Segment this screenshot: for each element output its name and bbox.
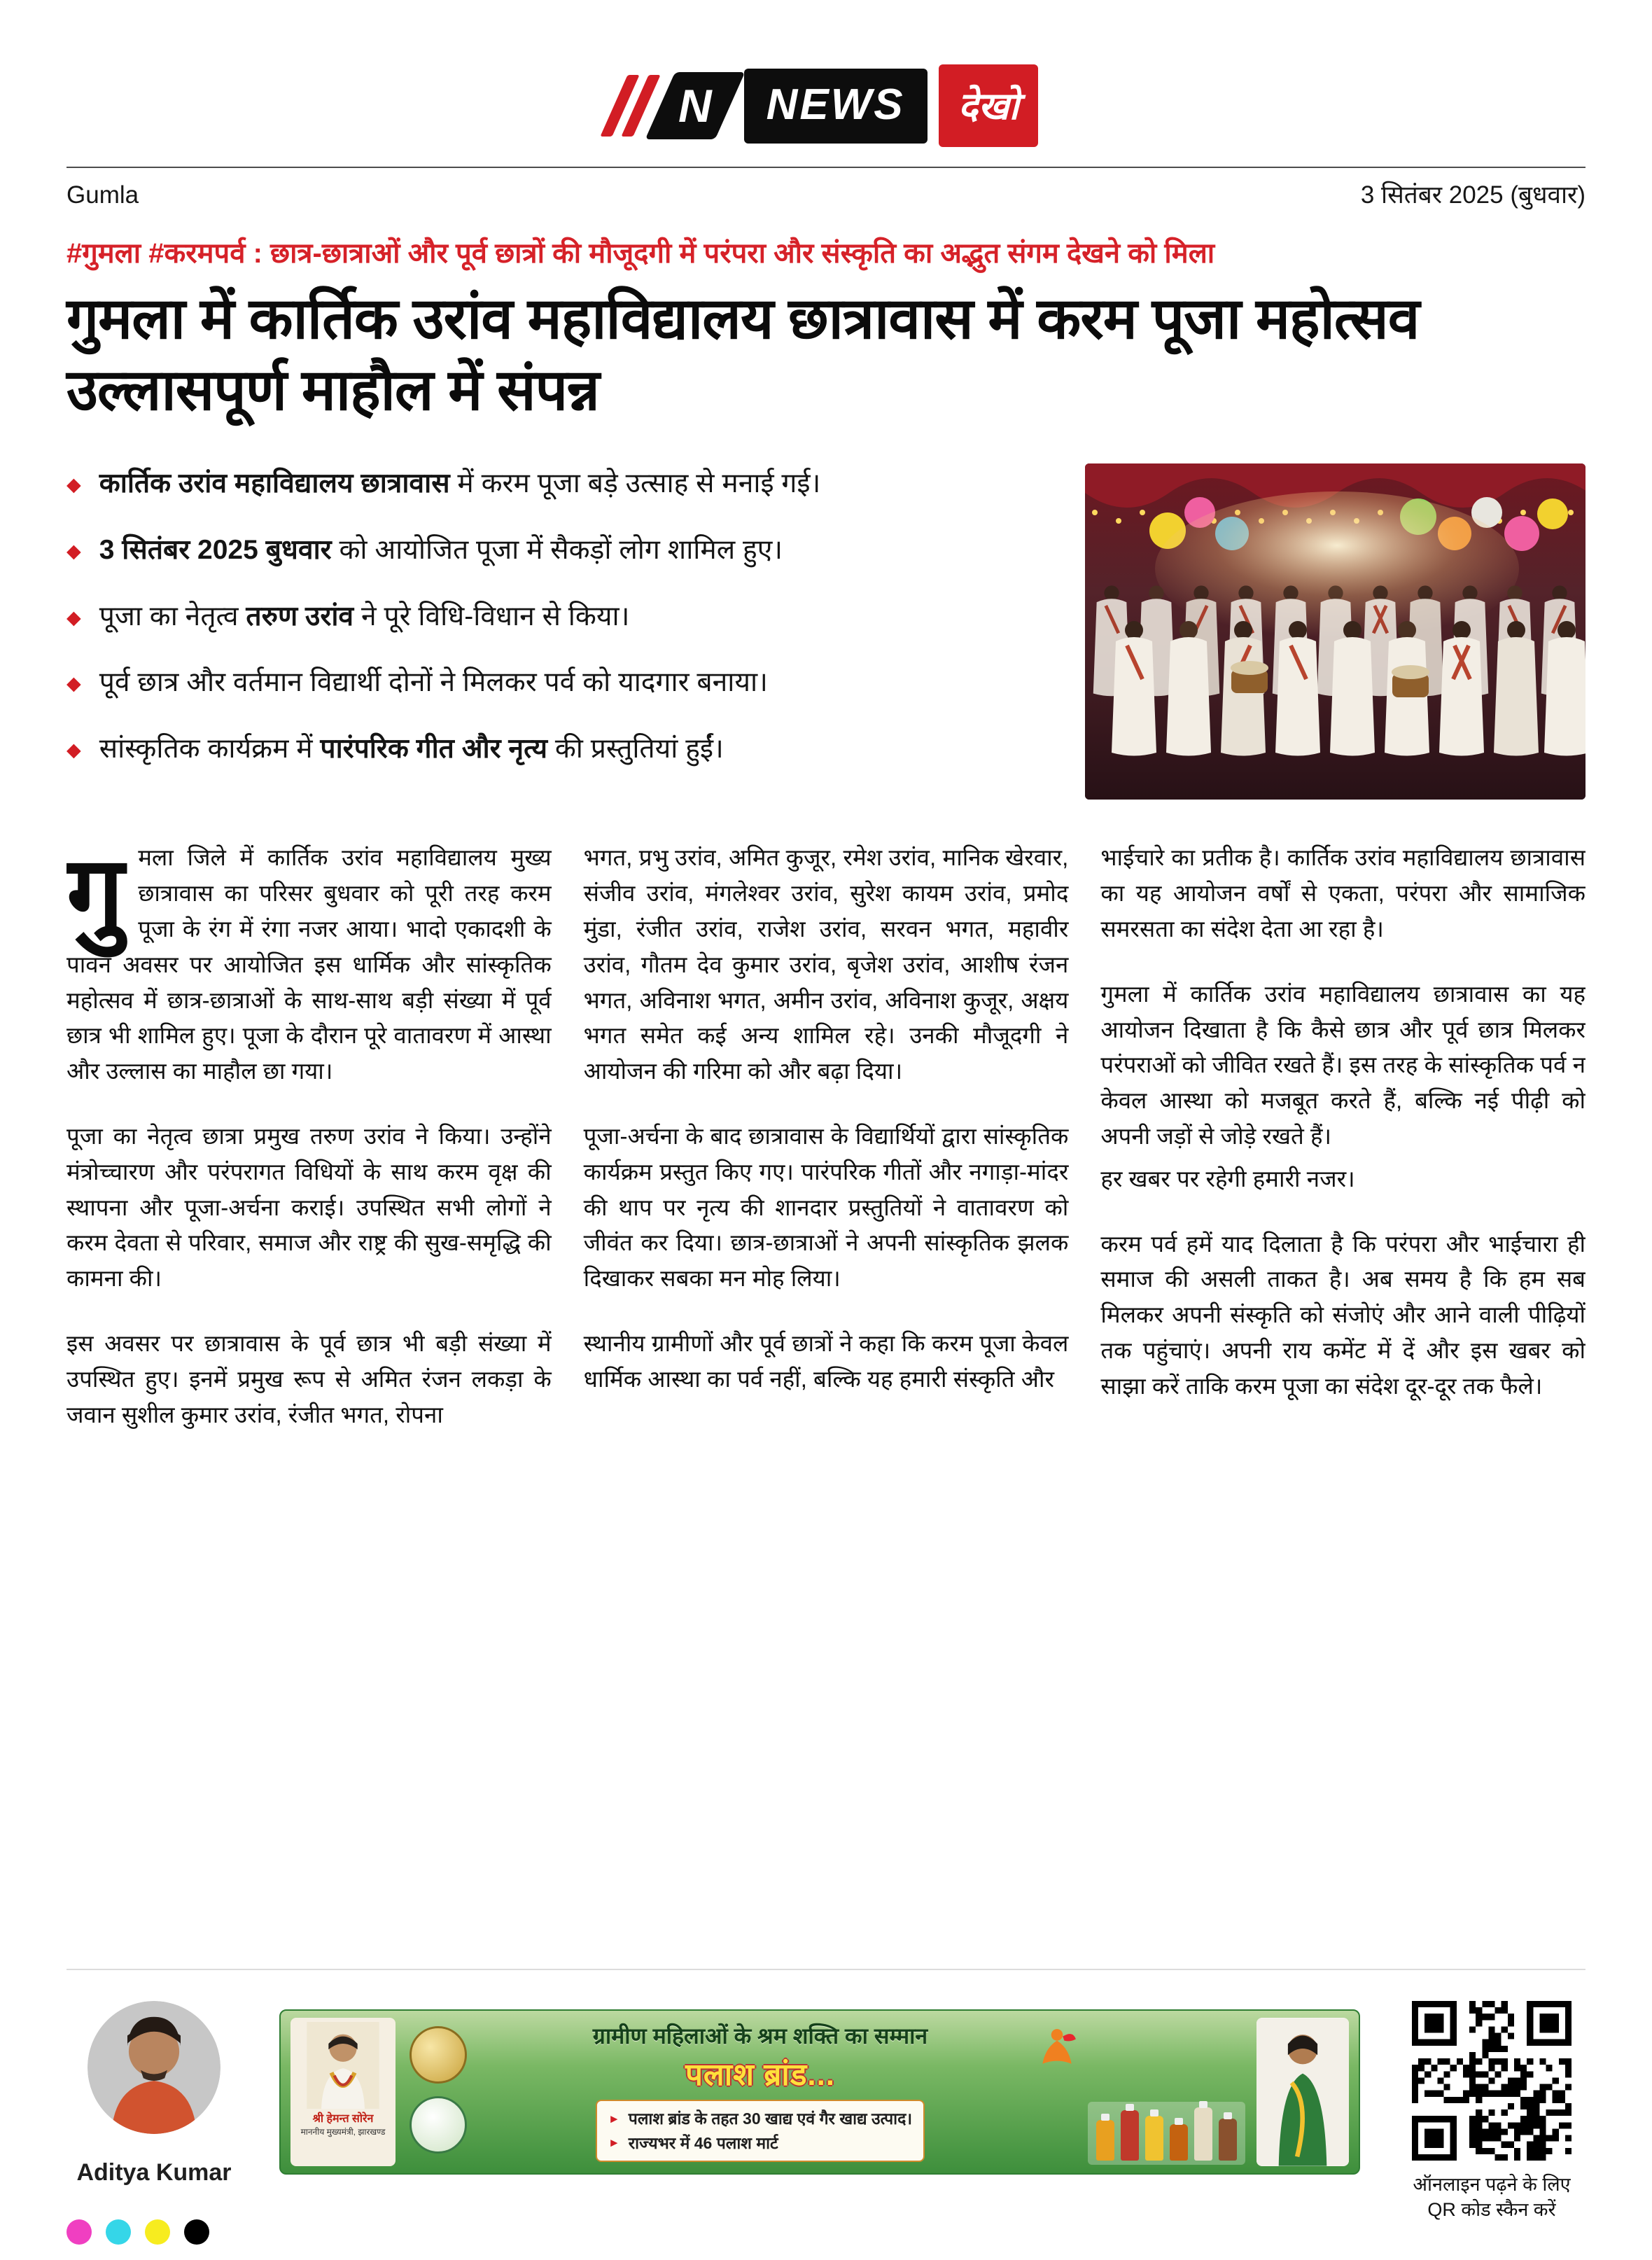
logo-news-wordmark: NEWS — [744, 69, 927, 144]
body-column-1 — [66, 840, 552, 1834]
diamond-bullet-icon: ◆ — [66, 739, 81, 761]
highlight-text: सांस्कृतिक कार्यक्रम में पारंपरिक गीत और नृत्य की प्रस्तुतियां हुईं। — [99, 734, 724, 765]
body-paragraph: भगत, प्रभु उरांव, अमित कुजूर, रमेश उरांव, मानिक खेरवार, संजीव उरांव, मंगलेश्वर उरांव, सुरेश कायम उरांव, प्रमोद मुंडा, रंजीत उरांव, राजेश उरांव, सरवन भगत, महावीर उरांव, गौतम देव कुमार उरांव, बृजेश उरांव, आशीष रंजन भगत, अविनाश भगत, अमीन उरांव, अविनाश कुजूर, अक्षय भगत समेत कई अन्य शामिल रहे। उनकी मौजूदगी ने आयोजन की गरिमा को और बढ़ा दिया। — [583, 844, 1069, 1084]
advertisement-banner — [279, 2009, 1360, 2175]
body-paragraph: पूजा-अर्चना के बाद छात्रावास के विद्यार्थियों द्वारा सांस्कृतिक कार्यक्रम प्रस्तुत किए गए। पारंपरिक गीतों और नगाड़ा-मांदर की थाप पर नृत्य की शानदार प्रस्तुतियों ने वातावरण को जीवंत कर दिया। छात्र-छात्राओं ने अपनी सांस्कृतिक झलक दिखाकर सबका मन मोह लिया। — [583, 1123, 1069, 1292]
author-avatar — [88, 2001, 220, 2134]
article-body — [66, 840, 1586, 1834]
bottle-icon — [1096, 2120, 1114, 2161]
highlight-text: कार्तिक उरांव महाविद्यालय छात्रावास में करम पूजा बड़े उत्साह से मनाई गई। — [99, 468, 821, 499]
news-dekho-logo — [614, 64, 1039, 147]
article-highlights — [66, 463, 1040, 797]
highlight-text: पूर्व छात्र और वर्तमान विद्यार्थी दोनों ने मिलकर पर्व को यादगार बनाया। — [99, 667, 768, 698]
article-photo — [1085, 463, 1586, 800]
dateline-date: 3 सितंबर 2025 (बुधवार) — [1360, 181, 1586, 209]
body-paragraph: भाईचारे का प्रतीक है। कार्तिक उरांव महाविद्यालय छात्रावास का यह आयोजन वर्षों से एकता, परंपरा और सामाजिक समरसता का संदेश देता आ रहा है। — [1100, 844, 1586, 942]
article-kicker: #गुमला #करमपर्व : छात्र-छात्राओं और पूर्व छात्रों की मौजूदगी में परंपरा और संस्कृति का अद्भुत संगम देखने को मिला — [66, 238, 1215, 269]
arrow-bullet-icon: ► — [608, 2136, 620, 2149]
bottle-icon — [1145, 2116, 1163, 2161]
diamond-bullet-icon: ◆ — [66, 673, 81, 695]
banner-brand: पलाश ब्रांड... — [685, 2058, 836, 2092]
author-block — [66, 2001, 241, 2186]
highlight-item — [66, 466, 1040, 502]
banner-title: ग्रामीण महिलाओं के श्रम शक्ति का सम्मान — [592, 2023, 928, 2049]
body-paragraph: गुमला जिले में कार्तिक उरांव महाविद्यालय मुख्य छात्रावास का परिसर बुधवार को पूरी तरह करम पूजा के रंग में रंगा नजर आया। भादो एकादशी के पावन अवसर पर आयोजित इस धार्मिक और सांस्कृतिक महोत्सव में छात्र-छात्राओं के साथ-साथ बड़ी संख्या में पूर्व छात्र भी शामिल हुए। पूजा के दौरान पूरे वातावरण में आस्था और उल्लास का माहौल छा गया। — [66, 840, 552, 1084]
author-name: Aditya Kumar — [76, 2159, 232, 2186]
registration-marks — [66, 2219, 209, 2245]
diamond-bullet-icon: ◆ — [66, 606, 81, 628]
drop-cap: गु — [66, 840, 125, 951]
cm-portrait — [290, 2018, 396, 2166]
logo-dekho-wordmark: देखो — [939, 64, 1039, 147]
body-paragraph: गुमला में कार्तिक उरांव महाविद्यालय छात्रावास का यह आयोजन दिखाता है कि कैसे छात्र और पूर्व छात्र मिलकर परंपराओं को जीवित रखते हैं। इस तरह के सांस्कृतिक पर्व न केवल आस्था को मजबूत करते हैं, बल्कि नई पीढ़ी को अपनी जड़ों से जोड़े रखते हैं। — [1100, 980, 1586, 1150]
cm-caption-title: माननीय मुख्यमंत्री, झारखण्ड — [300, 2127, 386, 2137]
body-column-3 — [1100, 840, 1586, 1834]
cm-caption-name: श्री हेमन्त सोरेन — [312, 2113, 374, 2125]
arrow-bullet-icon: ► — [608, 2112, 620, 2126]
logo-n-letter: N — [678, 80, 712, 132]
bottle-icon — [1170, 2124, 1188, 2161]
diamond-bullet-icon: ◆ — [66, 474, 81, 496]
bottle-icon — [1194, 2107, 1212, 2161]
color-dot-cyan — [106, 2219, 131, 2245]
body-paragraph: करम पर्व हमें याद दिलाता है कि परंपरा और भाईचारा ही समाज की असली ताकत है। अब समय है कि हम सब मिलकर अपनी संस्कृति को संजोएं और आने वाली पीढ़ियों तक पहुंचाएं। अपनी राय कमेंट में दें और इस खबर को साझा करें ताकि करम पूजा का संदेश दूर-दूर तक फैले। — [1100, 1230, 1586, 1399]
body-paragraph: इस अवसर पर छात्रावास के पूर्व छात्र भी बड़ी संख्या में उपस्थित हुए। इनमें प्रमुख रूप से अमित रंजन लकड़ा के जवान सुशील कुमार उरांव, रंजीत भगत, रोपना — [66, 1330, 552, 1428]
product-bottles — [1088, 2102, 1245, 2165]
color-dot-magenta — [66, 2219, 92, 2245]
banner-text — [491, 2021, 1030, 2162]
hero-section — [66, 463, 1586, 800]
bottle-icon — [1219, 2119, 1237, 2161]
color-dot-black — [184, 2219, 209, 2245]
highlight-item — [66, 533, 1040, 569]
woman-portrait — [1256, 2018, 1349, 2166]
highlight-item — [66, 599, 1040, 635]
article-headline: गुमला में कार्तिक उरांव महाविद्यालय छात्रावास में करम पूजा महोत्सव उल्लासपूर्ण माहौल में संपन्न — [66, 287, 1420, 422]
page-footer — [66, 1969, 1586, 2223]
highlight-item — [66, 732, 1040, 767]
color-dot-yellow — [145, 2219, 170, 2245]
logo-n-icon — [645, 72, 745, 139]
emblem-icon — [410, 2026, 467, 2084]
body-paragraph: हर खबर पर रहेगी हमारी नजर। — [1100, 1165, 1355, 1192]
seal-icon — [410, 2096, 467, 2154]
dateline-row — [66, 168, 1586, 211]
qr-code — [1412, 2001, 1572, 2161]
palash-figure-icon — [1035, 2026, 1079, 2070]
banner-bullet-1: ► पलाश ब्रांड के तहत 30 खाद्य एवं गैर खाद्य उत्पाद। — [608, 2109, 913, 2128]
body-column-2 — [584, 840, 1069, 1834]
dateline-location: Gumla — [66, 181, 139, 209]
body-paragraph: पूजा का नेतृत्व छात्रा प्रमुख तरुण उरांव ने किया। उन्होंने मंत्रोच्चारण और परंपरागत विधियों के साथ करम वृक्ष की स्थापना और पूजा-अर्चना कराई। उपस्थित सभी लोगों ने करम देवता से परिवार, समाज और राष्ट्र की सुख-समृद्धि की कामना की। — [66, 1123, 552, 1292]
qr-caption: ऑनलाइन पढ़ने के लिए QR कोड स्कैन करें — [1413, 2174, 1571, 2221]
bottle-icon — [1121, 2110, 1139, 2161]
body-paragraph: स्थानीय ग्रामीणों और पूर्व छात्रों ने कहा कि करम पूजा केवल धार्मिक आस्था का पर्व नहीं, बल्कि यह हमारी संस्कृति और — [583, 1330, 1069, 1392]
diamond-bullet-icon: ◆ — [66, 540, 81, 562]
highlight-item — [66, 665, 1040, 701]
masthead — [66, 0, 1586, 147]
banner-bullet-2: ► राज्यभर में 46 पलाश मार्ट — [608, 2133, 778, 2152]
qr-block — [1398, 2001, 1586, 2223]
highlight-text: 3 सितंबर 2025 बुधवार को आयोजित पूजा में सैकड़ों लोग शामिल हुए। — [99, 535, 783, 566]
highlight-text: पूजा का नेतृत्व तरुण उरांव ने पूरे विधि-विधान से किया। — [99, 601, 630, 632]
banner-bullets — [596, 2100, 925, 2162]
